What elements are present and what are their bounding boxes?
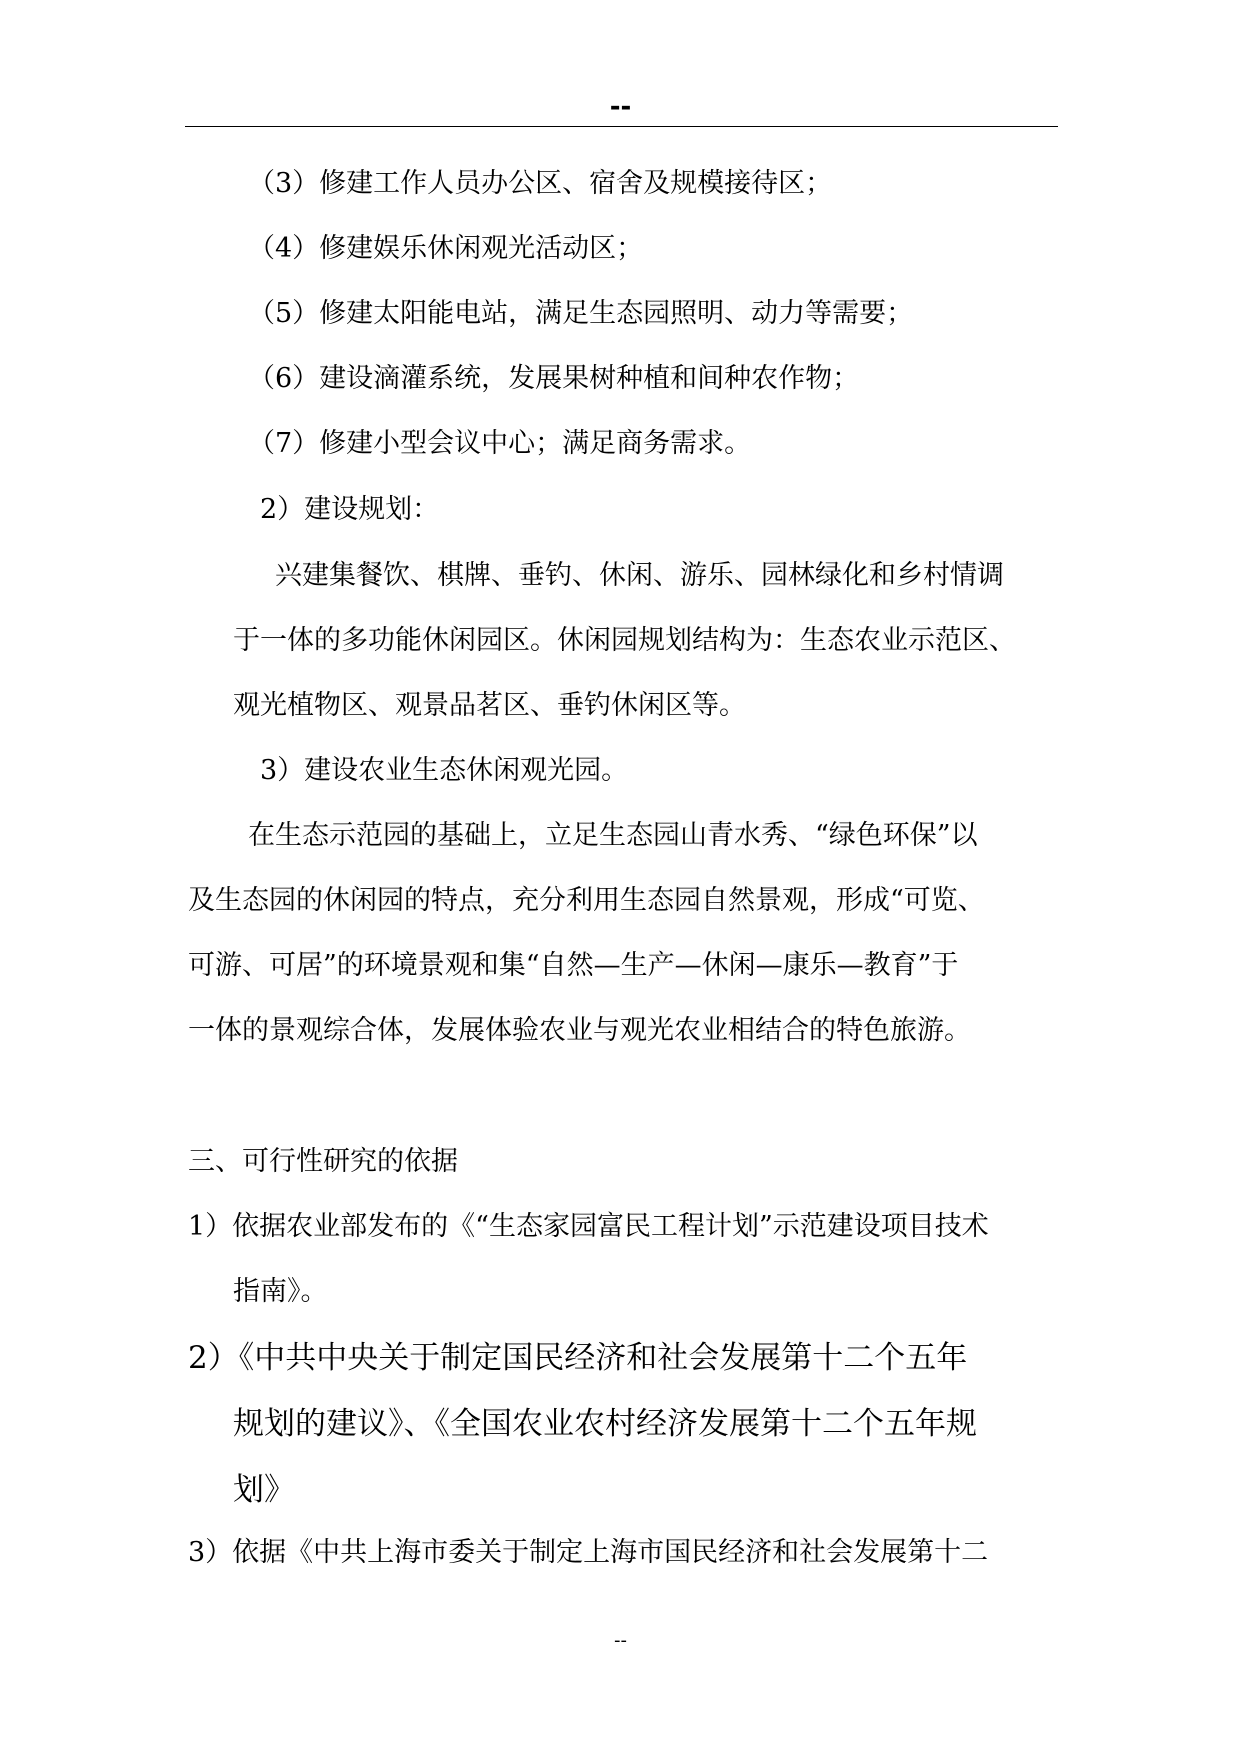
park-paragraph-line: 在生态示范园的基础上，立足生态园山青水秀、“绿色环保”以 [248,820,978,851]
park-paragraph-line: 可游、可居”的环境景观和集“自然—生产—休闲—康乐—教育”于 [188,950,959,981]
basis-item-2-line: 规划的建议》、《全国农业农村经济发展第十二个五年规 [233,1406,977,1442]
basis-item-1-line: 指南》。 [233,1276,328,1307]
list-item-3: （3）修建工作人员办公区、宿舍及规模接待区； [248,168,833,199]
park-paragraph-line: 及生态园的休闲园的特点，充分利用生态园自然景观，形成“可览、 [188,885,985,916]
list-item-7: （7）修建小型会议中心；满足商务需求。 [248,428,752,459]
footer-mark: -- [614,1630,627,1651]
plan-heading: 2）建设规划： [260,494,440,525]
basis-item-1-line: 1）依据农业部发布的《“生态家园富民工程计划”示范建设项目技术 [188,1211,989,1242]
header-rule [185,126,1058,127]
list-item-4: （4）修建娱乐休闲观光活动区； [248,233,644,264]
plan-paragraph-line: 于一体的多功能休闲园区。休闲园规划结构为：生态农业示范区、 [233,625,1016,656]
plan-paragraph-line: 观光植物区、观景品茗区、垂钓休闲区等。 [233,690,746,721]
park-paragraph-line: 一体的景观综合体，发展体验农业与观光农业相结合的特色旅游。 [188,1015,971,1046]
list-item-6: （6）建设滴灌系统，发展果树种植和间种农作物； [248,363,860,394]
plan-paragraph-line: 兴建集餐饮、棋牌、垂钓、休闲、游乐、园林绿化和乡村情调 [275,560,1004,591]
basis-item-3-line: 3）依据《中共上海市委关于制定上海市国民经济和社会发展第十二 [188,1537,989,1568]
park-heading: 3）建设农业生态休闲观光园。 [260,755,629,786]
header-mark: -- [609,92,632,122]
section-heading: 三、可行性研究的依据 [188,1146,458,1177]
basis-item-2-line: 2）《中共中央关于制定国民经济和社会发展第十二个五年 [188,1340,968,1376]
basis-item-2-line: 划》 [233,1472,295,1508]
list-item-5: （5）修建太阳能电站，满足生态园照明、动力等需要； [248,298,914,329]
